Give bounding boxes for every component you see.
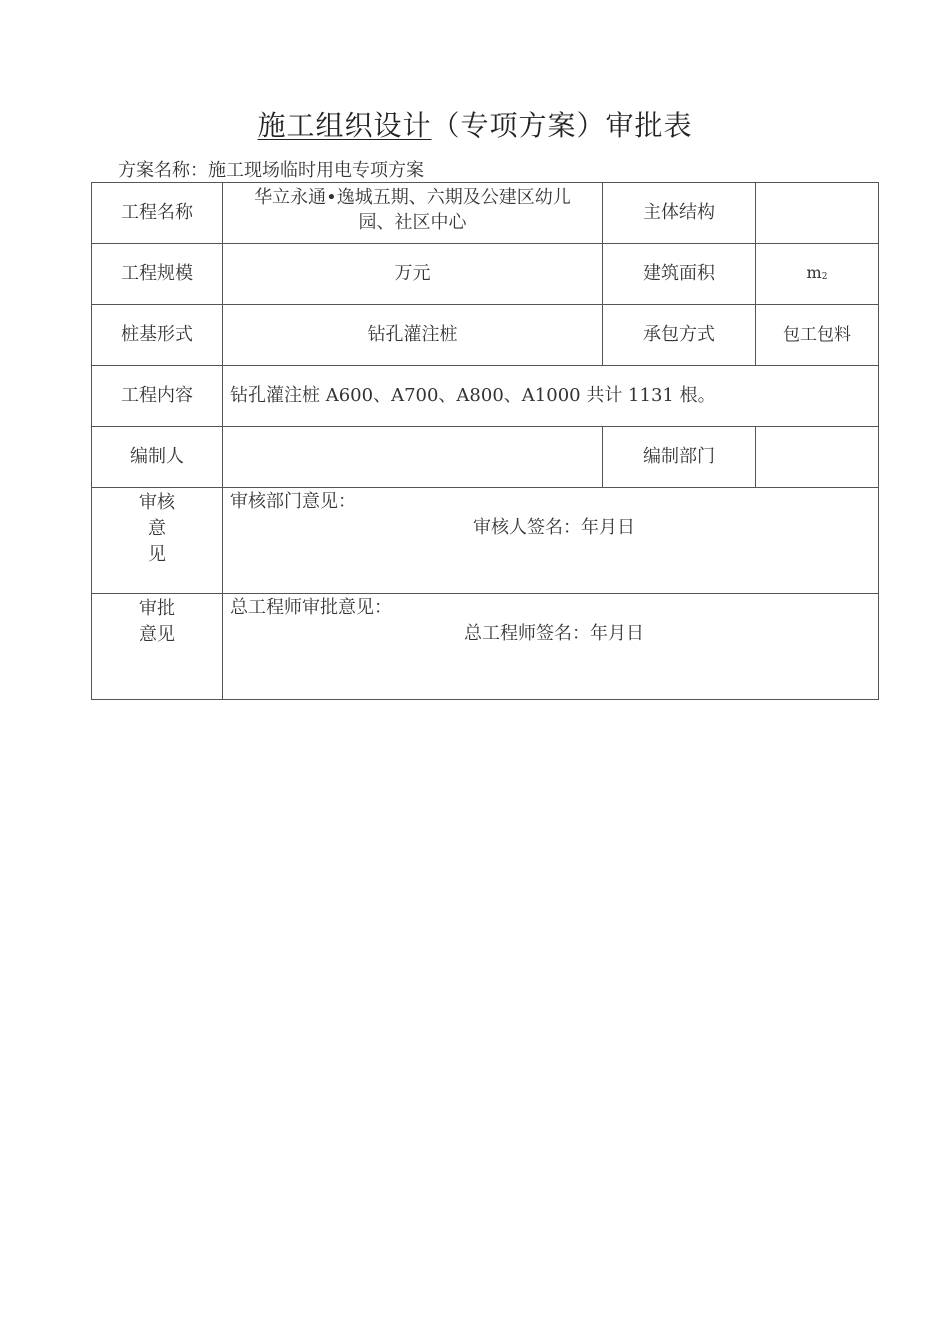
project-name-line2: 园、社区中心 <box>358 212 467 233</box>
area-unit-sup: 2 <box>821 271 828 282</box>
compiler-label: 编制人 <box>92 427 223 488</box>
page-title <box>0 106 950 146</box>
project-content-value: 钻孔灌注桩 A600、A700、A800、A1000 共计 1131 根。 <box>223 366 879 427</box>
project-scale-label: 工程规模 <box>92 244 223 305</box>
scheme-label: 方案名称： <box>118 160 208 181</box>
approval-label <box>92 594 223 700</box>
title-underlined: 施工组织设计 <box>257 109 432 142</box>
row-approval <box>92 594 879 700</box>
pile-type-value: 钻孔灌注桩 <box>223 305 603 366</box>
project-name-line1: 华立永通•逸城五期、六期及公建区幼儿 <box>254 187 571 208</box>
compiler-value <box>223 427 603 488</box>
row-pile-type <box>92 305 879 366</box>
review-label-line3: 见 <box>148 544 166 565</box>
row-project-name <box>92 183 879 244</box>
row-project-scale <box>92 244 879 305</box>
approval-label-line1: 审批 <box>139 598 175 619</box>
row-review <box>92 488 879 594</box>
review-opinion-cell <box>223 488 879 594</box>
approval-label-line2: 意见 <box>139 624 175 645</box>
review-opinion-label: 审核部门意见： <box>230 491 356 512</box>
main-structure-label: 主体结构 <box>603 183 756 244</box>
review-label-line1: 审核 <box>139 492 175 513</box>
review-label-line2: 意 <box>148 518 166 539</box>
review-signature: 审核人签名：年月日 <box>473 517 635 538</box>
scheme-value: 施工现场临时用电专项方案 <box>208 160 424 181</box>
row-compiler <box>92 427 879 488</box>
approval-signature: 总工程师签名：年月日 <box>464 623 644 644</box>
review-label <box>92 488 223 594</box>
title-rest: （专项方案）审批表 <box>431 109 693 142</box>
project-name-value <box>223 183 603 244</box>
contract-mode-value: 包工包料 <box>756 305 879 366</box>
building-area-value <box>756 244 879 305</box>
contract-mode-label: 承包方式 <box>603 305 756 366</box>
project-scale-value: 万元 <box>223 244 603 305</box>
area-unit: m <box>806 262 822 282</box>
approval-opinion-cell <box>223 594 879 700</box>
scheme-name-line <box>118 159 424 183</box>
pile-type-label: 桩基形式 <box>92 305 223 366</box>
approval-form-table <box>91 182 879 700</box>
project-name-label: 工程名称 <box>92 183 223 244</box>
building-area-label: 建筑面积 <box>603 244 756 305</box>
compiler-dept-value <box>756 427 879 488</box>
project-content-label: 工程内容 <box>92 366 223 427</box>
main-structure-value <box>756 183 879 244</box>
row-project-content <box>92 366 879 427</box>
approval-opinion-label: 总工程师审批意见： <box>230 597 392 618</box>
compiler-dept-label: 编制部门 <box>603 427 756 488</box>
